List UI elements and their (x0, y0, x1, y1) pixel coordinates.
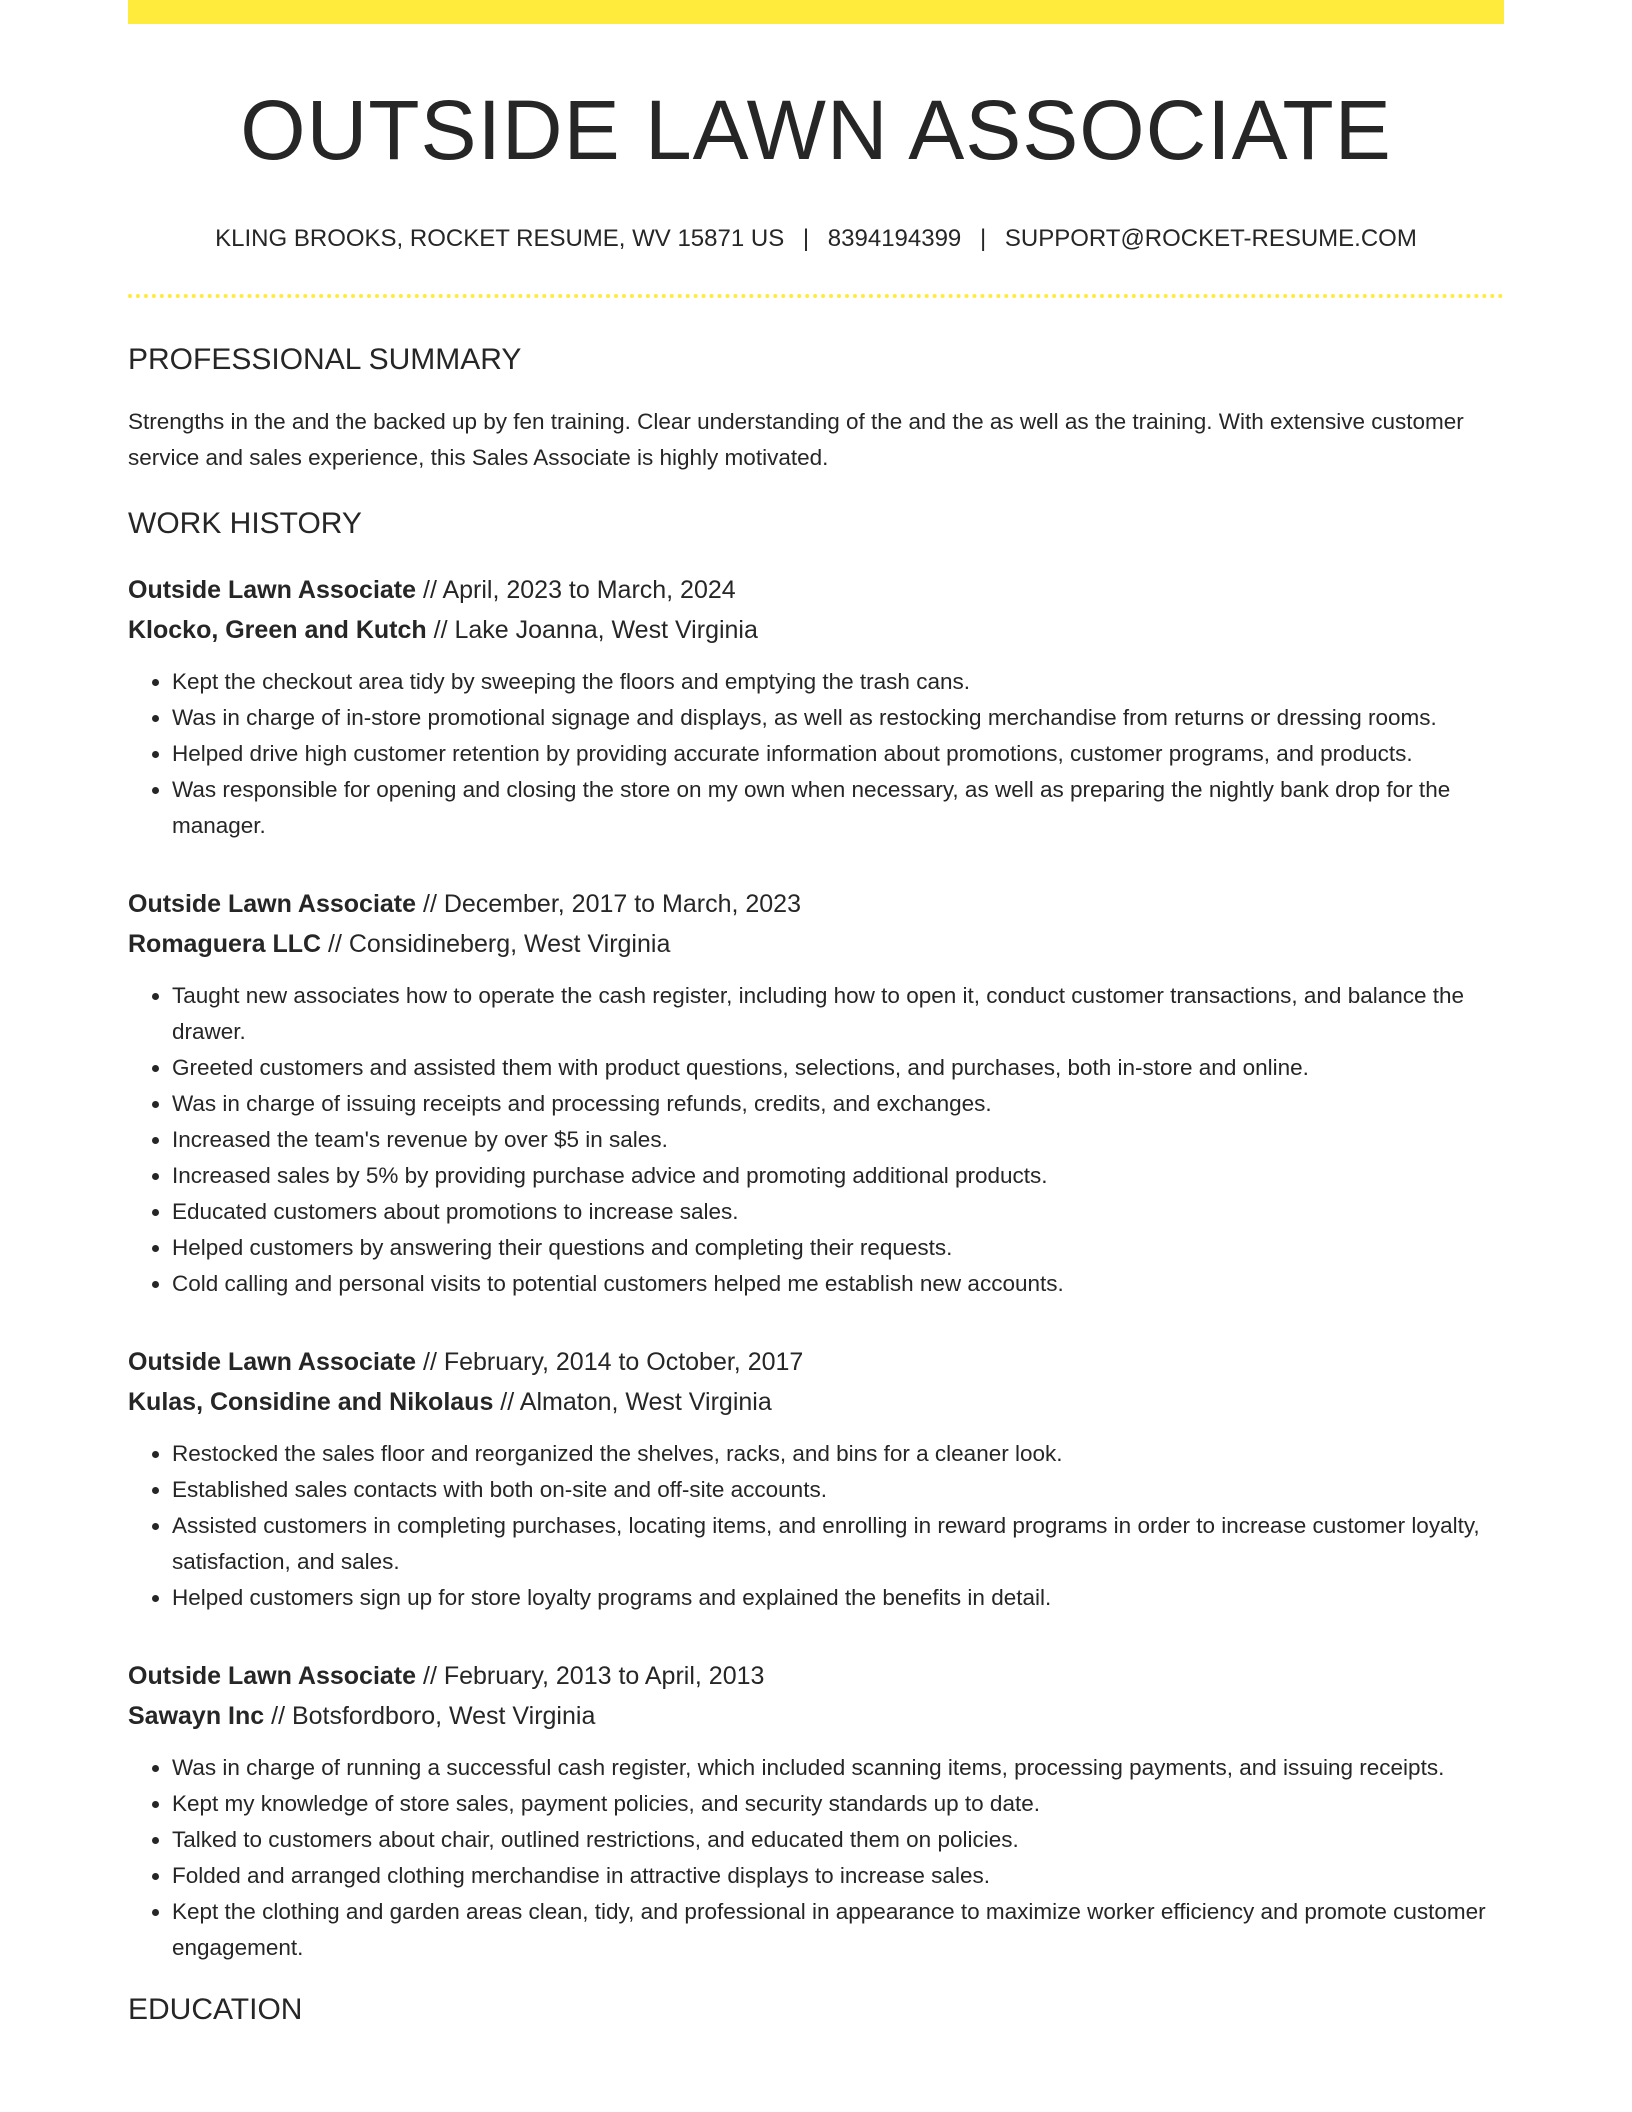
job-bullets (128, 1436, 1504, 1616)
job-company: Sawayn Inc (128, 1701, 265, 1730)
job-company: Klocko, Green and Kutch (128, 615, 427, 644)
job-bullet: • Established sales contacts with both on-site and off-site accounts. (172, 1472, 1504, 1508)
job-entry (128, 570, 1504, 844)
job-role: Outside Lawn Associate (128, 1347, 417, 1376)
work-history-list (128, 570, 1504, 1966)
job-bullet: • Was responsible for opening and closing the store on my own when necessary, as well as preparing the nightly bank drop for the manager. (172, 772, 1504, 844)
job-bullet: • Increased sales by 5% by providing purchase advice and promoting additional products. (172, 1158, 1504, 1194)
summary-heading: PROFESSIONAL SUMMARY (128, 342, 522, 376)
resume-page (128, 0, 1504, 2028)
work-history-heading: WORK HISTORY (128, 506, 362, 540)
job-dates: // December, 2017 to March, 2023 (416, 889, 801, 918)
job-role-line (128, 1342, 1504, 1382)
job-location: // Considineberg, West Virginia (321, 929, 671, 958)
job-bullet: • Kept the clothing and garden areas clean, tidy, and professional in appearance to maximize worker efficiency and promote customer engagement. (172, 1894, 1504, 1966)
job-dates: // February, 2014 to October, 2017 (416, 1347, 804, 1376)
job-bullet: • Kept my knowledge of store sales, payment policies, and security standards up to date. (172, 1786, 1504, 1822)
job-entry (128, 1342, 1504, 1616)
job-company-line (128, 1382, 1504, 1422)
job-bullets (128, 1750, 1504, 1966)
job-company: Romaguera LLC (128, 929, 322, 958)
job-bullets (128, 978, 1504, 1302)
job-location: // Almaton, West Virginia (493, 1387, 772, 1416)
job-company: Kulas, Considine and Nikolaus (128, 1387, 494, 1416)
job-bullet: • Talked to customers about chair, outlined restrictions, and educated them on policies. (172, 1822, 1504, 1858)
job-bullet: • Restocked the sales floor and reorganized the shelves, racks, and bins for a cleaner look. (172, 1436, 1504, 1472)
job-entry (128, 884, 1504, 1302)
job-bullet: • Assisted customers in completing purchases, locating items, and enrolling in reward programs in order to increase customer loyalty, satisfaction, and sales. (172, 1508, 1504, 1580)
job-role-line (128, 884, 1504, 924)
contact-email: SUPPORT@ROCKET-RESUME.COM (1004, 224, 1417, 252)
job-bullet: • Was in charge of running a successful cash register, which included scanning items, processing payments, and issuing receipts. (172, 1750, 1504, 1786)
contact-separator: | (979, 224, 987, 252)
contact-address: KLING BROOKS, ROCKET RESUME, WV 15871 US (215, 224, 785, 252)
job-location: // Botsfordboro, West Virginia (264, 1701, 596, 1730)
job-bullets (128, 664, 1504, 844)
dotted-divider (128, 294, 1504, 298)
summary-text: Strengths in the and the backed up by fen training. Clear understanding of the and the as well as the training. With extensive customer service and sales experience, this Sales Associate is highly motivated. (128, 408, 1464, 470)
job-company-line (128, 1696, 1504, 1736)
job-entry (128, 1656, 1504, 1966)
job-bullet: • Folded and arranged clothing merchandise in attractive displays to increase sales. (172, 1858, 1504, 1894)
job-role-line (128, 1656, 1504, 1696)
job-company-line (128, 610, 1504, 650)
job-dates: // February, 2013 to April, 2013 (416, 1661, 765, 1690)
job-bullet: • Educated customers about promotions to increase sales. (172, 1194, 1504, 1230)
job-role: Outside Lawn Associate (128, 575, 417, 604)
job-bullet: • Was in charge of issuing receipts and processing refunds, credits, and exchanges. (172, 1086, 1504, 1122)
resume-title: OUTSIDE LAWN ASSOCIATE (240, 83, 1392, 177)
job-bullet: • Helped customers sign up for store loyalty programs and explained the benefits in detail. (172, 1580, 1504, 1616)
job-location: // Lake Joanna, West Virginia (426, 615, 758, 644)
job-bullet: • Kept the checkout area tidy by sweeping the floors and emptying the trash cans. (172, 664, 1504, 700)
job-bullet: • Increased the team's revenue by over $5 in sales. (172, 1122, 1504, 1158)
job-bullet: • Greeted customers and assisted them with product questions, selections, and purchases, both in-store and online. (172, 1050, 1504, 1086)
job-dates: // April, 2023 to March, 2024 (416, 575, 736, 604)
job-bullet: • Was in charge of in-store promotional signage and displays, as well as restocking merchandise from returns or dressing rooms. (172, 700, 1504, 736)
job-role: Outside Lawn Associate (128, 889, 417, 918)
education-heading: EDUCATION (128, 1992, 303, 2026)
contact-phone: 8394194399 (827, 224, 962, 252)
job-company-line (128, 924, 1504, 964)
job-bullet: • Taught new associates how to operate the cash register, including how to open it, conduct customer transactions, and balance the drawer. (172, 978, 1504, 1050)
job-role: Outside Lawn Associate (128, 1661, 417, 1690)
job-bullet: • Helped customers by answering their questions and completing their requests. (172, 1230, 1504, 1266)
job-bullet: • Helped drive high customer retention by providing accurate information about promotions, customer programs, and products. (172, 736, 1504, 772)
contact-separator: | (802, 224, 810, 252)
job-role-line (128, 570, 1504, 610)
accent-top-bar (128, 0, 1504, 24)
contact-line (128, 223, 1504, 254)
job-bullet: • Cold calling and personal visits to potential customers helped me establish new accounts. (172, 1266, 1504, 1302)
